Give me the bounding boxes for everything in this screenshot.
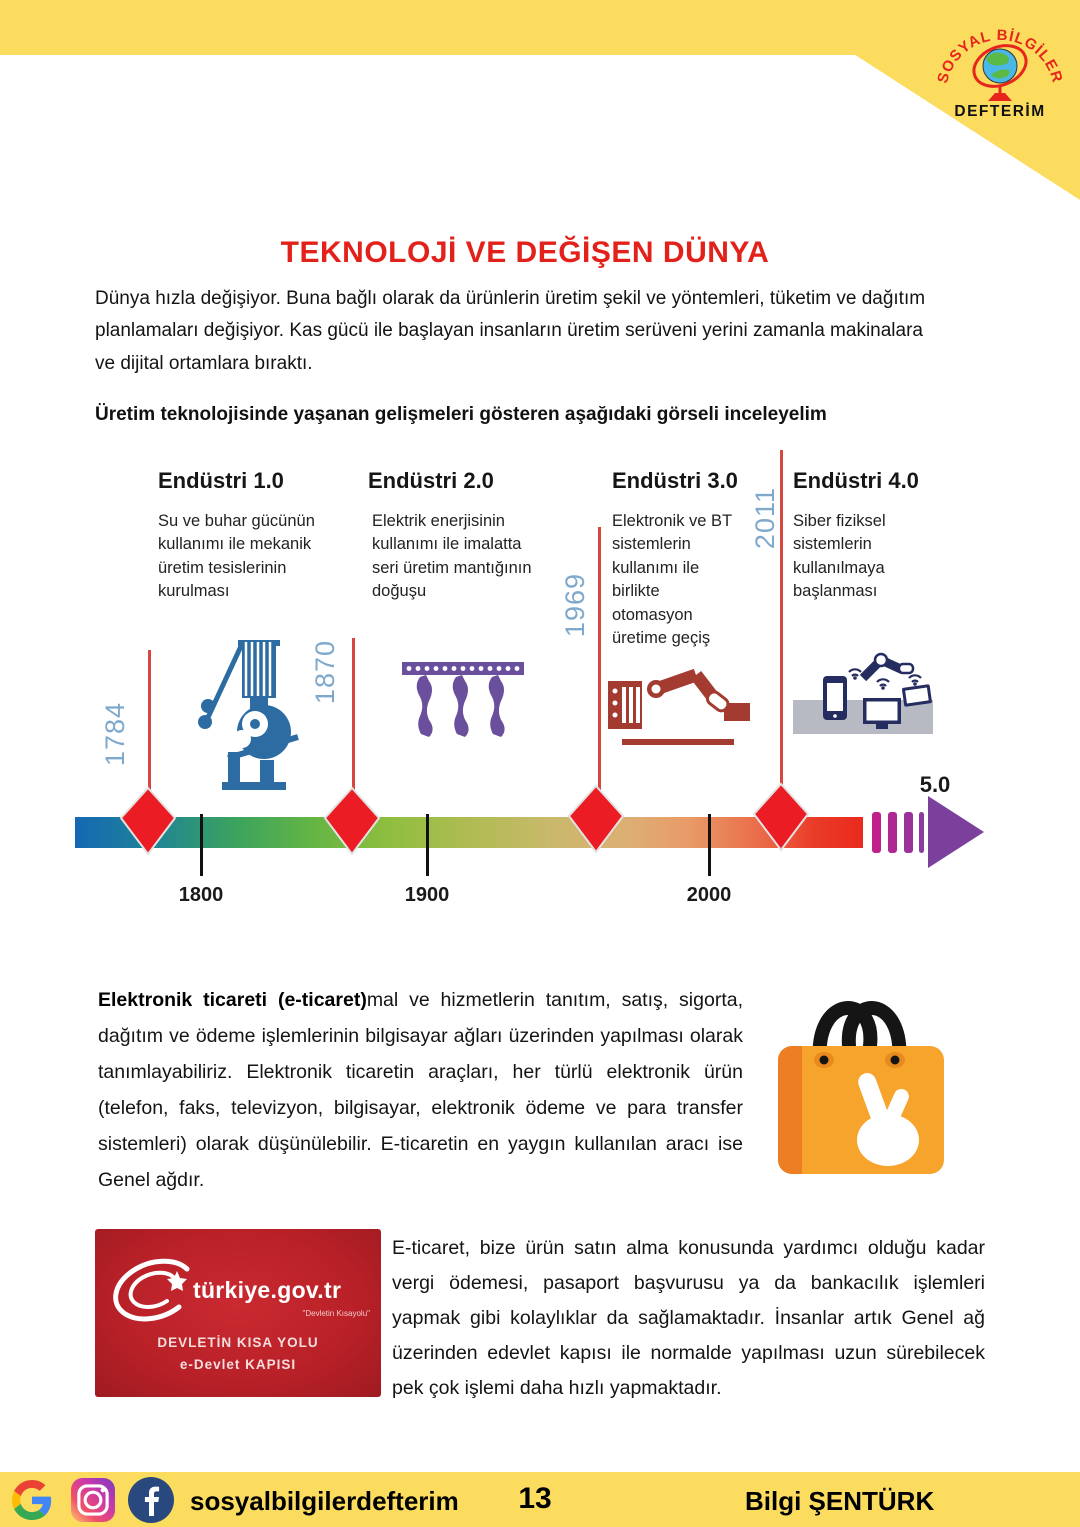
robot-arm-icon	[608, 665, 750, 747]
stage3-title: Endüstri 3.0	[612, 468, 738, 493]
axis-tick	[708, 814, 711, 876]
future-dash	[919, 812, 924, 853]
axis-tick-label-1800: 1800	[178, 884, 224, 906]
axis-tick-label-2000: 2000	[686, 884, 732, 906]
future-dash	[888, 812, 897, 853]
future-label: 5.0	[919, 772, 951, 797]
sosyal-bilgiler-defterim-logo	[930, 6, 1070, 121]
page-number: 13	[518, 1482, 552, 1515]
stage4-description: Siber fiziksel sistemlerin kullanılmaya başlanması	[793, 512, 886, 601]
edevlet-paragraph: E-ticaret, bize ürün satın alma konusunda yardımcı olduğu kadar vergi ödemesi, pasaport başvurusu ya da bankacılık işlemleri yapmak gibi kolaylıklar da sağlamaktadır. İnsanlar artık Genel ağ üzerinden edevlet kapısı ile normalde yapılması uzun sürebilecek pek çok işlemi daha hızlı yapmaktadır.	[392, 1237, 985, 1400]
stage4-title: Endüstri 4.0	[793, 468, 919, 493]
section-subtitle: Üretim teknolojisinde yaşanan gelişmeleri gösteren aşağıdaki görseli inceleyelim	[95, 404, 827, 425]
timeline-arrowhead-icon	[928, 796, 984, 868]
globe-stand	[999, 85, 1002, 94]
eticaret-paragraph	[98, 982, 743, 1198]
stage2-year-label: 1870	[310, 640, 340, 705]
edevlet-banner	[95, 1229, 381, 1397]
stage1-stem-line	[148, 650, 151, 800]
facebook-icon	[128, 1477, 174, 1523]
stage3-year-label: 1969	[560, 573, 590, 638]
eticaret-body: mal ve hizmetlerin tanıtım, satış, sigorta, dağıtım ve ödeme işlemlerinin bilgisayar ağları üzerinden yapılması olarak tanımlayabiliriz. Elektronik ticaretin araçları, her türlü elektronik ürün (telefon, faks, televizyon, bilgisayar, elektronik ödeme ve para transfer sistemleri) olarak düşünülebilir. E-ticaretin en yaygın kullanılan aracı ise Genel ağdır.	[98, 989, 743, 1192]
stage4-year-label: 2011	[750, 487, 780, 550]
steam-engine-icon	[198, 640, 303, 790]
stage2-description: Elektrik enerjisinin kullanımı ile imalatta seri üretim mantığının doğuşu	[372, 512, 532, 601]
stage3-stem-line	[598, 527, 601, 797]
stage3-description: Elektronik ve BT sistemlerin kullanımı ile birlikte otomasyon üretime geçiş	[612, 512, 732, 648]
globe-base	[988, 93, 1012, 101]
stage1-description: Su ve buhar gücünün kullanımı ile mekanik üretim tesislerinin kurulması	[158, 512, 315, 601]
logo-arc-text: SOSYAL BİLGİLER	[934, 26, 1066, 86]
connected-devices-icon	[793, 648, 933, 743]
stage1-title: Endüstri 1.0	[158, 468, 284, 493]
stage4-diamond-marker	[752, 782, 810, 852]
axis-tick	[426, 814, 429, 876]
google-icon	[12, 1480, 52, 1520]
assembly-line-icon	[402, 652, 524, 744]
footer-handle: sosyalbilgilerdefterim	[190, 1486, 459, 1516]
future-dash	[872, 812, 881, 853]
footer-author: Bilgi ŞENTÜRK	[745, 1486, 935, 1516]
axis-tick	[200, 814, 203, 876]
edevlet-brand: türkiye.gov.tr	[193, 1277, 342, 1303]
edevlet-slogan-line2: e-Devlet KAPISI	[179, 1357, 297, 1372]
intro-paragraph: Dünya hızla değişiyor. Buna bağlı olarak da ürünlerin üretim şekil ve yöntemleri, tüketim ve dağıtım planlamaları değişiyor. Kas gücü ile başlayan insanların üretim serüveni yerini zamanla makinalara ve dijital ortamlara bıraktı.	[95, 288, 926, 374]
stage2-diamond-marker	[323, 786, 381, 856]
stage3-diamond-marker	[567, 784, 625, 854]
edevlet-brand-note: "Devletin Kısayolu"	[302, 1309, 370, 1318]
stage1-diamond-marker	[119, 786, 177, 856]
edevlet-slogan-line1: DEVLETİN KISA YOLU	[157, 1335, 319, 1350]
instagram-icon	[70, 1477, 116, 1523]
future-dash	[904, 812, 913, 853]
stage4-stem-line	[780, 450, 783, 794]
stage2-stem-line	[352, 638, 355, 800]
eticaret-lead: Elektronik ticareti (e-ticaret)	[98, 989, 367, 1011]
axis-tick-label-1900: 1900	[404, 884, 450, 906]
logo-bottom-text: DEFTERİM	[954, 103, 1046, 120]
timeline-axis	[75, 817, 863, 848]
stage1-year-label: 1784	[100, 702, 130, 767]
shopping-bag-click-icon	[752, 958, 967, 1190]
page-title: TEKNOLOJİ VE DEĞİŞEN DÜNYA	[280, 236, 770, 269]
stage2-title: Endüstri 2.0	[368, 468, 494, 493]
edevlet-logo-icon	[103, 1255, 198, 1333]
